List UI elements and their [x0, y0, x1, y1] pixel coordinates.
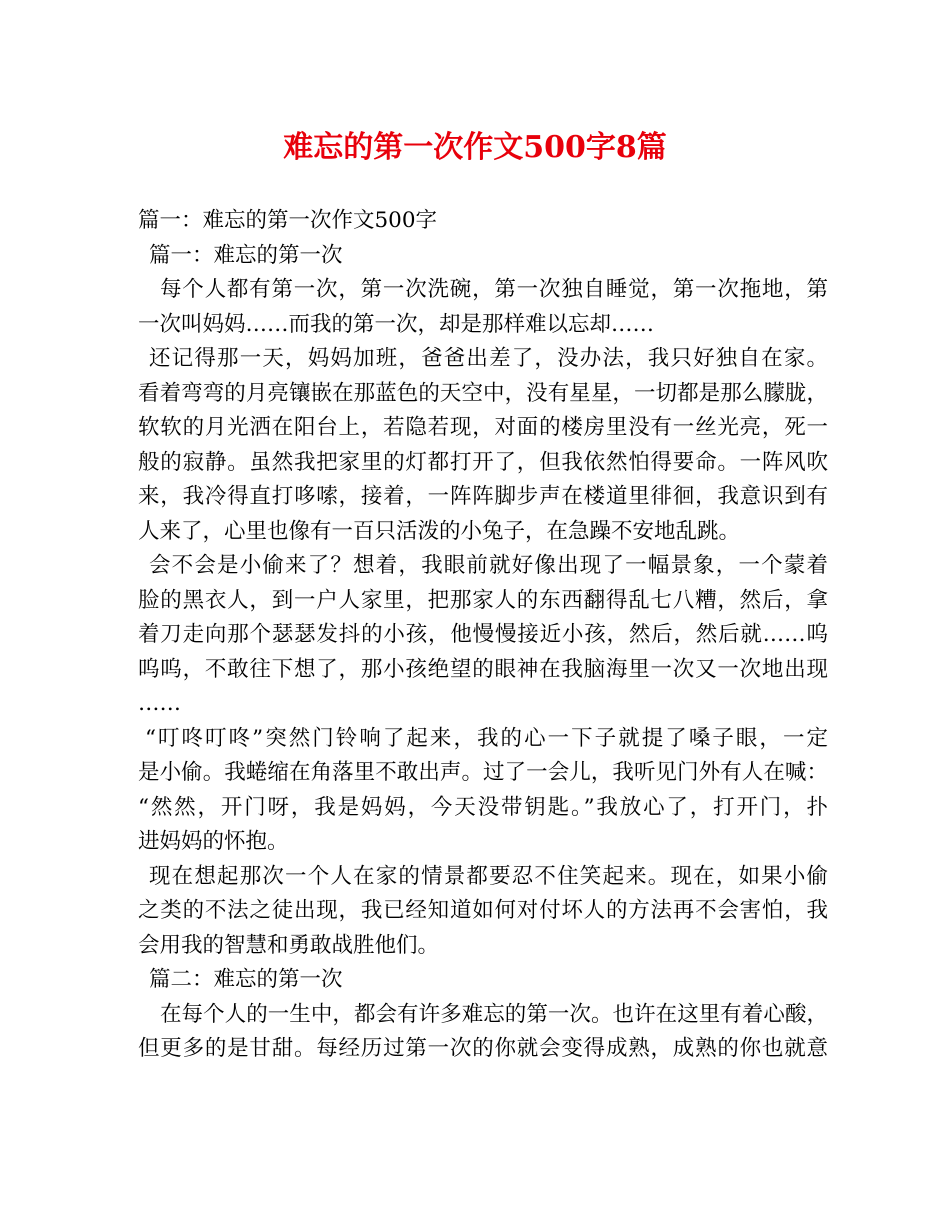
text-line: 看着弯弯的月亮镶嵌在那蓝色的天空中，没有星星，一切都是那么朦胧，	[138, 380, 828, 406]
text-line: 进妈妈的怀抱。	[138, 829, 289, 854]
text-line: 来，我冷得直打哆嗦，接着，一阵阵脚步声在楼道里徘徊，我意识到有	[138, 484, 828, 509]
text-line: 软软的月光洒在阳台上，若隐若现，对面的楼房里没有一丝光亮，死一	[138, 415, 828, 440]
text-line: 之类的不法之徒出现，我已经知道如何对付坏人的方法再不会害怕，我	[138, 898, 828, 923]
text-line: 般的寂静。虽然我把家里的灯都打开了，但我依然怕得要命。一阵风吹	[138, 449, 828, 475]
text-line: 会不会是小偷来了？想着，我眼前就好像出现了一幅景象，一个蒙着	[149, 553, 828, 578]
text-line: “叮咚叮咚”突然门铃响了起来，我的心一下子就提了嗓子眼，一定	[145, 725, 828, 751]
text-line: 篇一：难忘的第一次	[149, 242, 343, 268]
text-line: 着刀走向那个瑟瑟发抖的小孩，他慢慢接近小孩，然后，然后就……呜	[138, 622, 828, 647]
text-line: 脸的黑衣人，到一户人家里，把那家人的东西翻得乱七八糟，然后，拿	[138, 587, 828, 613]
text-line: 人来了，心里也像有一百只活泼的小兔子，在急躁不安地乱跳。	[138, 518, 741, 544]
text-line: 还记得那一天，妈妈加班，爸爸出差了，没办法，我只好独自在家。	[149, 346, 828, 371]
text-line: 呜呜，不敢往下想了，那小孩绝望的眼神在我脑海里一次又一次地出现	[138, 656, 828, 682]
text-line: 现在想起那次一个人在家的情景都要忍不住笑起来。现在，如果小偷	[149, 863, 828, 889]
text-line: 篇一：难忘的第一次作文500字	[138, 208, 438, 233]
text-line: “然然，开门呀，我是妈妈，今天没带钥匙。”我放心了，打开门，扑	[138, 794, 828, 820]
text-line: ……	[138, 691, 181, 716]
text-line: 一次叫妈妈……而我的第一次，却是那样难以忘却……	[138, 311, 655, 337]
text-line: 但更多的是甘甜。每经历过第一次的你就会变得成熟，成熟的你也就意	[138, 1036, 828, 1061]
text-line: 是小偷。我蜷缩在角落里不敢出声。过了一会儿，我听见门外有人在喊：	[138, 760, 828, 785]
document-body	[138, 204, 828, 1067]
text-line: 会用我的智慧和勇敢战胜他们。	[138, 932, 440, 958]
text-line: 篇二：难忘的第一次	[149, 967, 343, 992]
text-line: 在每个人的一生中，都会有许多难忘的第一次。也许在这里有着心酸，	[160, 1001, 828, 1027]
text-line: 每个人都有第一次，第一次洗碗，第一次独自睡觉，第一次拖地，第	[160, 277, 828, 302]
document-title: 难忘的第一次作文500字8篇	[283, 130, 667, 165]
